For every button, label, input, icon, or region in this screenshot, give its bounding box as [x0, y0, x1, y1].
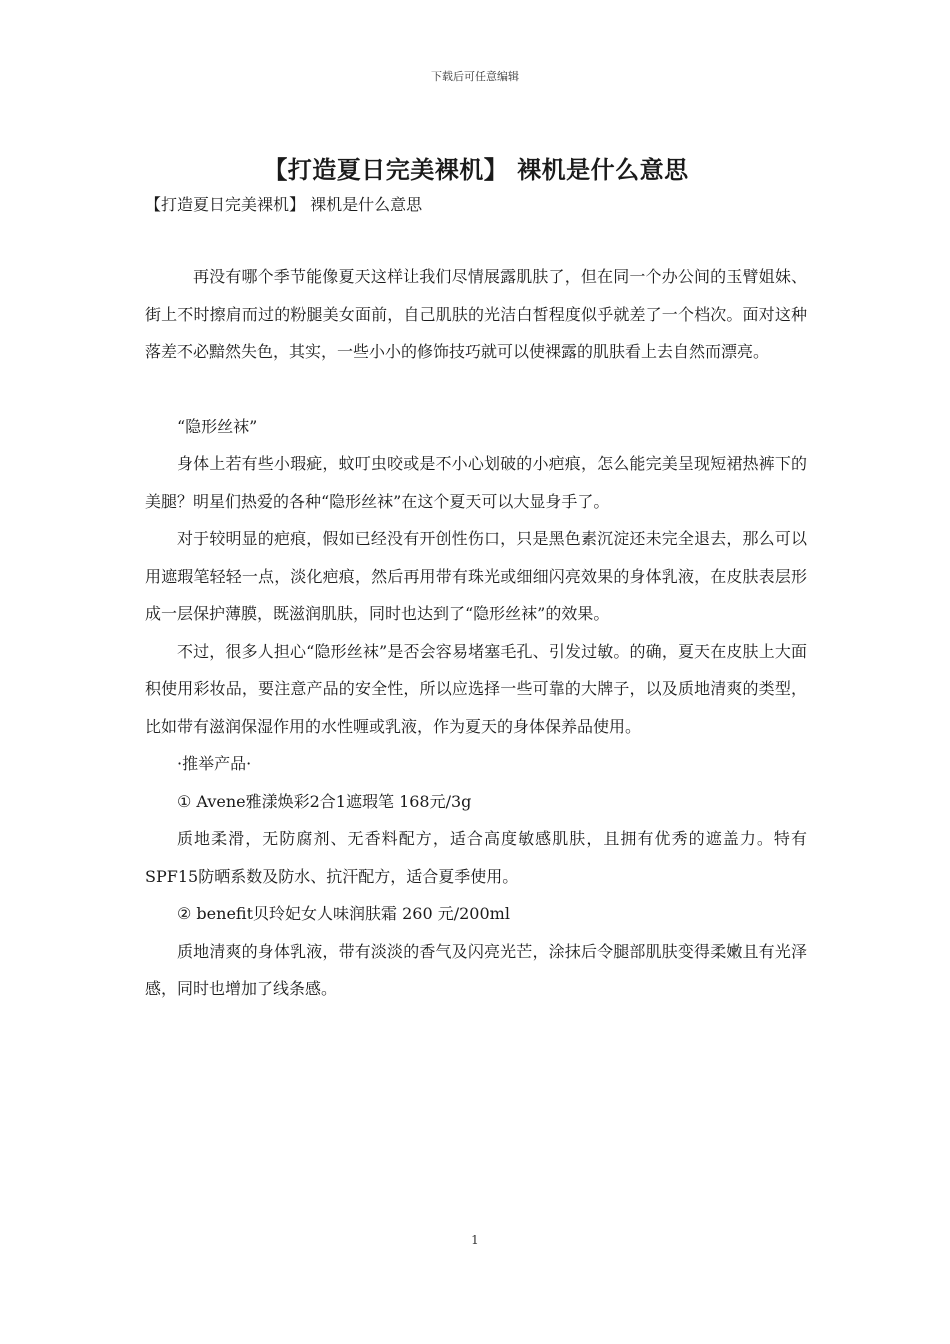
page-header-note: 下载后可任意编辑 [431, 70, 519, 83]
body-paragraph: 不过，很多人担心“隐形丝袜”是否会容易堵塞毛孔、引发过敏。的确，夏天在皮肤上大面积使用彩妆品，要注意产品的安全性，所以应选择一些可靠的大牌子，以及质地清爽的类型，比如带有滋润保湿作用的水性喱或乳液，作为夏天的身体保养品使用。 [145, 641, 807, 736]
body-paragraph: 身体上若有些小瑕疵，蚊叮虫咬或是不小心划破的小疤痕，怎么能完美呈现短裙热裤下的美腿？明星们热爱的各种“隐形丝袜”在这个夏天可以大显身手了。 [145, 454, 807, 511]
document-body [145, 150, 807, 1008]
document-subtitle: 【打造夏日完美裸机】 裸机是什么意思 [145, 195, 423, 214]
product-section-label: ·推举产品· [177, 754, 252, 773]
product-description-2: 质地清爽的身体乳液，带有淡淡的香气及闪亮光芒，涂抹后令腿部肌肤变得柔嫩且有光泽感，同时也增加了线条感。 [145, 941, 807, 998]
spacer [145, 371, 807, 408]
body-paragraph: 对于较明显的疤痕，假如已经没有开创性伤口，只是黑色素沉淀还未完全退去，那么可以用遮瑕笔轻轻一点，淡化疤痕，然后再用带有珠光或细细闪亮效果的身体乳液，在皮肤表层形成一层保护薄膜，既滋润肌肤，同时也达到了“隐形丝袜”的效果。 [145, 529, 807, 623]
product-description-1: 质地柔滑，无防腐剂、无香料配方，适合高度敏感肌肤，且拥有优秀的遮盖力。特有SPF15防晒系数及防水、抗汗配方，适合夏季使用。 [145, 829, 807, 886]
page-number: 1 [471, 1233, 479, 1247]
section-heading: “隐形丝袜” [177, 416, 258, 436]
product-item-2: ② benefit贝玲妃女人味润肤霜 260 元/200ml [177, 904, 510, 923]
product-item-1: ① Avene雅漾焕彩2合1遮瑕笔 168元/3g [177, 791, 472, 811]
document-title: 【打造夏日完美裸机】 裸机是什么意思 [263, 155, 689, 184]
spacer [145, 220, 807, 258]
intro-paragraph: 再没有哪个季节能像夏天这样让我们尽情展露肌肤了，但在同一个办公间的玉臂姐妹、街上不时擦肩而过的粉腿美女面前，自己肌肤的光洁白皙程度似乎就差了一个档次。面对这种落差不必黯然失色，其实，一些小小的修饰技巧就可以使裸露的肌肤看上去自然而漂亮。 [145, 267, 807, 361]
